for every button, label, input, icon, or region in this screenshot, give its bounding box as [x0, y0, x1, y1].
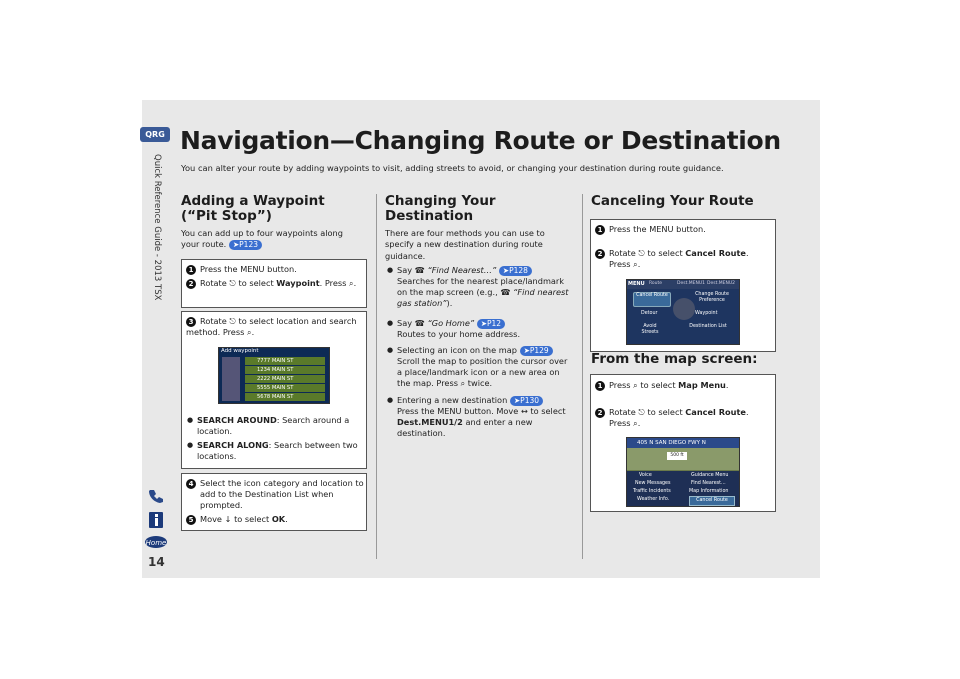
find-nearest-bullet: ● Say ☎ “Find Nearest…” ➤P128 Searches for the nearest place/landmark on the map screen (e.g., ☎ “Find nearest gas station”). — [397, 265, 572, 309]
menu-tab: Dest.MENU2 — [707, 281, 736, 286]
qrg-tab[interactable]: QRG — [140, 127, 170, 142]
enter-icon: ⌕ — [460, 378, 466, 388]
enter-icon: ⌕ — [633, 380, 638, 390]
page-subtitle: You can alter your route by adding waypoints to visit, adding streets to avoid, or changing your destination during route guidance. — [181, 163, 724, 173]
map-menu-item: Map Information — [689, 489, 729, 494]
map-menu-item: Find Nearest... — [691, 481, 726, 486]
enter-icon: ⌕ — [633, 418, 638, 428]
map-street-label: 405 N SAN DIEGO FWY N — [627, 438, 739, 448]
map-screen — [626, 437, 740, 507]
screen-row: 7777 MAIN ST — [245, 357, 325, 365]
new-destination-bullet: ● Entering a new destination ➤P130 Press the MENU button. Move ↔ to select Dest.MENU1/2 and enter a new destination. — [397, 395, 572, 439]
enter-icon: ⌕ — [633, 259, 638, 269]
svg-text:Home: Home — [145, 539, 167, 547]
map-menu-item: Weather Info. — [637, 497, 670, 502]
map-screen-heading: From the map screen: — [591, 351, 758, 367]
waypoint-heading: Adding a Waypoint (“Pit Stop”) — [181, 193, 325, 224]
map-menu-cancel-route: Cancel Route — [689, 496, 735, 506]
map-menu-item: Guidance Menu — [691, 473, 729, 478]
enter-icon: ⌕ — [349, 278, 354, 288]
side-label: Quick Reference Guide - 2013 TSX — [152, 154, 162, 301]
column-divider — [582, 194, 583, 559]
home-icon[interactable] — [143, 532, 169, 552]
map-menu-item: Voice — [639, 473, 652, 478]
destination-intro: There are four methods you can use to specify a new destination during route guidance. — [385, 228, 545, 261]
add-waypoint-screen — [218, 347, 330, 404]
find-nearest-ref-link[interactable]: ➤P128 — [499, 266, 532, 276]
screen-row: 5678 MAIN ST — [245, 393, 325, 401]
map-icon-ref-link[interactable]: ➤P129 — [520, 346, 553, 356]
menu-cancel-route: Cancel Route — [633, 292, 671, 307]
map-step-1: 1 Press ⌕ to select Map Menu. — [595, 380, 771, 391]
menu-screen — [626, 279, 740, 345]
joystick-icon: ↓ — [224, 514, 232, 524]
cancel-heading: Canceling Your Route — [591, 193, 754, 209]
map-scale: 500 ft — [667, 452, 687, 460]
screen-row: 5555 MAIN ST — [245, 384, 325, 392]
map-menu-item: Traffic Incidents — [633, 489, 671, 494]
knob-icon: ⎋ — [638, 407, 645, 417]
waypoint-step-4: 4 Select the icon category and location to add to the Destination List when prompted. — [186, 478, 376, 511]
map-icon-bullet: ● Selecting an icon on the map ➤P129 Scroll the map to position the cursor over a place/landmark icon or a new area on the map. Press ⌕ twice. — [397, 345, 572, 389]
waypoint-step-5: 5 Move ↓ to select OK. — [186, 514, 362, 525]
enter-icon: ⌕ — [246, 327, 252, 337]
menu-item: Waypoint — [695, 311, 718, 316]
new-destination-ref-link[interactable]: ➤P130 — [510, 396, 543, 406]
waypoint-step-1: 1 Press the MENU button. — [186, 264, 362, 275]
screen-row: 2222 MAIN ST — [245, 375, 325, 383]
knob-icon: ⎋ — [638, 248, 645, 258]
go-home-bullet: ● Say ☎ “Go Home” ➤P12 Routes to your home address. — [397, 318, 572, 340]
menu-item: Destination List — [689, 324, 727, 329]
knob-icon: ⎋ — [229, 278, 236, 288]
joystick-icon: ↔ — [520, 406, 528, 416]
menu-tab: Route — [649, 281, 663, 286]
menu-item: Change Route Preference — [695, 292, 729, 303]
page-number: 14 — [148, 555, 165, 569]
talk-icon: ☎ — [500, 287, 511, 297]
waypoint-ref-link[interactable]: ➤P123 — [229, 240, 262, 250]
search-along-bullet: ● SEARCH ALONG: Search between two locations. — [197, 440, 363, 462]
go-home-ref-link[interactable]: ➤P12 — [477, 319, 505, 329]
map-step-2: 2 Rotate ⎋ to select Cancel Route. Press ⌕. — [595, 407, 785, 429]
knob-icon: ⎋ — [229, 316, 236, 326]
waypoint-intro: You can add up to four waypoints along your route. ➤P123 — [181, 228, 343, 250]
page-title: Navigation—Changing Route or Destination — [180, 126, 781, 155]
menu-item: Avoid Streets — [641, 324, 659, 335]
cancel-step-2: 2 Rotate ⎋ to select Cancel Route. Press ⌕. — [595, 248, 785, 270]
menu-tag: MENU — [628, 281, 645, 287]
search-around-bullet: ● SEARCH AROUND: Search around a location. — [197, 415, 363, 437]
column-divider — [376, 194, 377, 559]
waypoint-step-2: 2 Rotate ⎋ to select Waypoint. Press ⌕. — [186, 278, 362, 289]
destination-heading: Changing Your Destination — [385, 193, 496, 224]
screen-title: Add waypoint — [221, 348, 259, 354]
menu-tab: Dest.MENU1 — [677, 281, 706, 286]
screen-row: 1234 MAIN ST — [245, 366, 325, 374]
waypoint-step-3: 3 Rotate ⎋ to select location and search method. Press ⌕. — [186, 316, 357, 337]
talk-icon: ☎ — [414, 318, 425, 328]
talk-icon: ☎ — [414, 265, 425, 275]
map-menu-item: New Messages — [635, 481, 671, 486]
info-icon[interactable] — [143, 510, 169, 530]
menu-item: Detour — [641, 311, 658, 316]
voice-icon[interactable] — [143, 486, 169, 506]
cancel-step-1: 1 Press the MENU button. — [595, 224, 771, 235]
